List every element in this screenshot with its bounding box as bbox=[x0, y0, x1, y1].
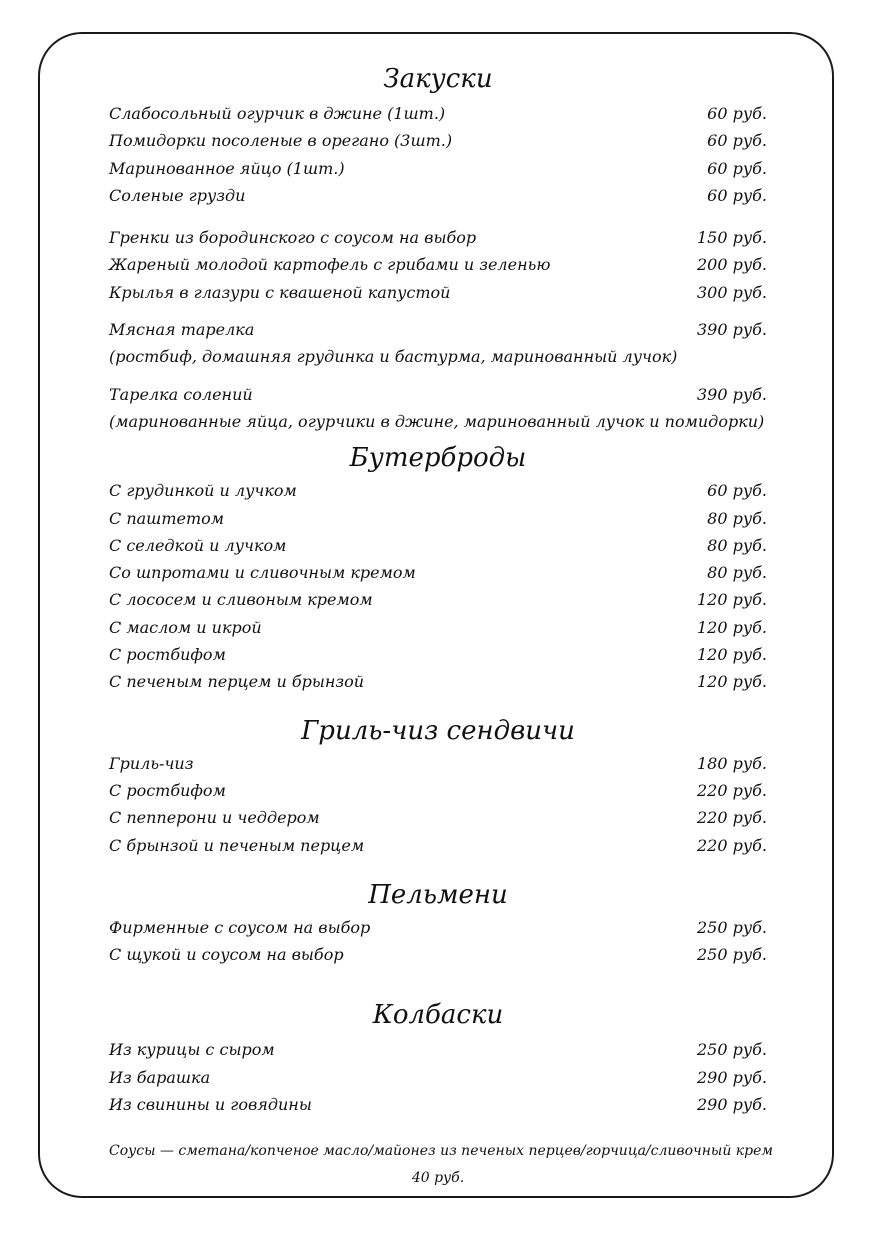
item-price: 390 руб. bbox=[697, 384, 767, 404]
item-price: 60 руб. bbox=[707, 104, 767, 123]
meat-plate bbox=[109, 316, 767, 371]
item-price: 220 руб. bbox=[697, 835, 767, 855]
item-price: 120 руб. bbox=[697, 672, 767, 692]
item-price: 290 руб. bbox=[697, 1095, 767, 1115]
list-item bbox=[109, 251, 767, 278]
section-title-grill-cheese: Гриль-чиз сендвичи bbox=[301, 715, 575, 746]
item-price: 220 руб. bbox=[697, 780, 767, 800]
list-item bbox=[109, 777, 767, 804]
item-price: 180 руб. bbox=[697, 753, 767, 773]
item-price: 80 руб. bbox=[707, 535, 767, 555]
item-price: 290 руб. bbox=[697, 1067, 767, 1087]
sauces-note: Соусы — сметана/копченое масло/майонез из печеных перцев/горчица/сливочный крем bbox=[109, 1143, 774, 1160]
zakuski-group-2 bbox=[109, 224, 767, 306]
item-name: Жареный молодой картофель с грибами и зеленью bbox=[109, 255, 551, 275]
list-item bbox=[109, 941, 767, 968]
list-item bbox=[109, 914, 767, 941]
section-title-kolbaski: Колбаски bbox=[372, 1000, 504, 1031]
item-name: Соленые грузди bbox=[109, 185, 246, 205]
list-item bbox=[109, 100, 767, 127]
zakuski-group-1 bbox=[109, 100, 767, 209]
list-item bbox=[109, 1064, 767, 1091]
item-name: Из барашка bbox=[109, 1067, 211, 1087]
item-price: 60 руб. bbox=[707, 481, 767, 501]
list-item bbox=[109, 586, 767, 613]
item-price: 250 руб. bbox=[697, 917, 767, 937]
item-name: С ростбифом bbox=[109, 780, 226, 800]
list-item bbox=[109, 832, 767, 859]
section-title-zakuski: Закуски bbox=[383, 64, 493, 94]
item-name: Гренки из бородинского с соусом на выбор bbox=[109, 228, 477, 248]
list-item bbox=[109, 750, 767, 777]
item-price: 60 руб. bbox=[707, 185, 767, 205]
item-description: (ростбиф, домашняя грудинка и бастурма, маринованный лучок) bbox=[109, 347, 678, 367]
item-price: 250 руб. bbox=[697, 945, 767, 965]
item-price: 60 руб. bbox=[707, 131, 767, 151]
list-item bbox=[109, 381, 767, 408]
list-item bbox=[109, 614, 767, 641]
list-item bbox=[109, 155, 767, 182]
item-name: С печеным перцем и брынзой bbox=[109, 672, 365, 692]
item-name: Маринованное яйцо (1шт.) bbox=[109, 158, 345, 178]
item-name: С брынзой и печеным перцем bbox=[109, 835, 365, 855]
item-price: 60 руб. bbox=[707, 158, 767, 178]
item-name: Гриль-чиз bbox=[109, 753, 194, 773]
item-name: С маслом и икрой bbox=[109, 617, 262, 637]
kolbaski-items bbox=[109, 1036, 767, 1118]
item-name: Помидорки посоленые в орегано (3шт.) bbox=[109, 131, 453, 151]
list-item bbox=[109, 477, 767, 504]
buterbrody-items bbox=[109, 477, 767, 695]
pelmeni-items bbox=[109, 914, 767, 969]
list-item bbox=[109, 224, 767, 251]
section-title-pelmeni: Пельмени bbox=[368, 879, 508, 910]
list-item bbox=[109, 804, 767, 831]
item-name: С ростбифом bbox=[109, 645, 226, 665]
item-name: Мясная тарелка bbox=[109, 320, 255, 340]
list-item bbox=[109, 559, 767, 586]
list-item bbox=[109, 668, 767, 695]
item-price: 300 руб. bbox=[697, 282, 767, 302]
list-item bbox=[109, 182, 767, 209]
section-title-buterbrody: Бутерброды bbox=[349, 443, 527, 474]
item-price: 120 руб. bbox=[697, 590, 767, 610]
item-price: 150 руб. bbox=[697, 228, 767, 248]
item-name: С щукой и соусом на выбор bbox=[109, 945, 344, 965]
item-name: Слабосольный огурчик в джине (1шт.) bbox=[109, 104, 446, 123]
item-name: С селедкой и лучком bbox=[109, 535, 287, 555]
sauces-footer bbox=[109, 1138, 774, 1192]
item-price: 220 руб. bbox=[697, 808, 767, 828]
item-price: 200 руб. bbox=[697, 255, 767, 275]
item-name: Со шпротами и сливочным кремом bbox=[109, 563, 416, 583]
item-name: С грудинкой и лучком bbox=[109, 481, 297, 501]
list-item bbox=[109, 279, 767, 306]
item-name: Фирменные с соусом на выбор bbox=[109, 917, 371, 937]
list-item bbox=[109, 532, 767, 559]
item-name: С паштетом bbox=[109, 508, 225, 528]
sauces-price: 40 руб. bbox=[411, 1170, 465, 1187]
list-item bbox=[109, 505, 767, 532]
item-price: 80 руб. bbox=[707, 508, 767, 528]
item-name: С пепперони и чеддером bbox=[109, 808, 320, 828]
list-item bbox=[109, 127, 767, 154]
item-name: С лососем и сливоным кремом bbox=[109, 590, 373, 610]
list-item bbox=[109, 316, 767, 343]
item-price: 120 руб. bbox=[697, 617, 767, 637]
item-price: 120 руб. bbox=[697, 645, 767, 665]
item-name: Тарелка солений bbox=[109, 384, 253, 404]
item-name: Из свинины и говядины bbox=[109, 1095, 312, 1115]
item-price: 80 руб. bbox=[707, 563, 767, 583]
item-price: 390 руб. bbox=[697, 320, 767, 340]
grill-cheese-items bbox=[109, 750, 767, 859]
list-item bbox=[109, 1091, 767, 1118]
pickle-plate bbox=[109, 381, 767, 436]
item-name: Крылья в глазури с квашеной капустой bbox=[109, 282, 451, 302]
list-item bbox=[109, 1036, 767, 1063]
item-description: (маринованные яйца, огурчики в джине, маринованный лучок и помидорки) bbox=[109, 411, 765, 431]
item-name: Из курицы с сыром bbox=[109, 1040, 275, 1060]
menu-page bbox=[109, 60, 774, 1192]
list-item bbox=[109, 641, 767, 668]
item-price: 250 руб. bbox=[697, 1040, 767, 1060]
